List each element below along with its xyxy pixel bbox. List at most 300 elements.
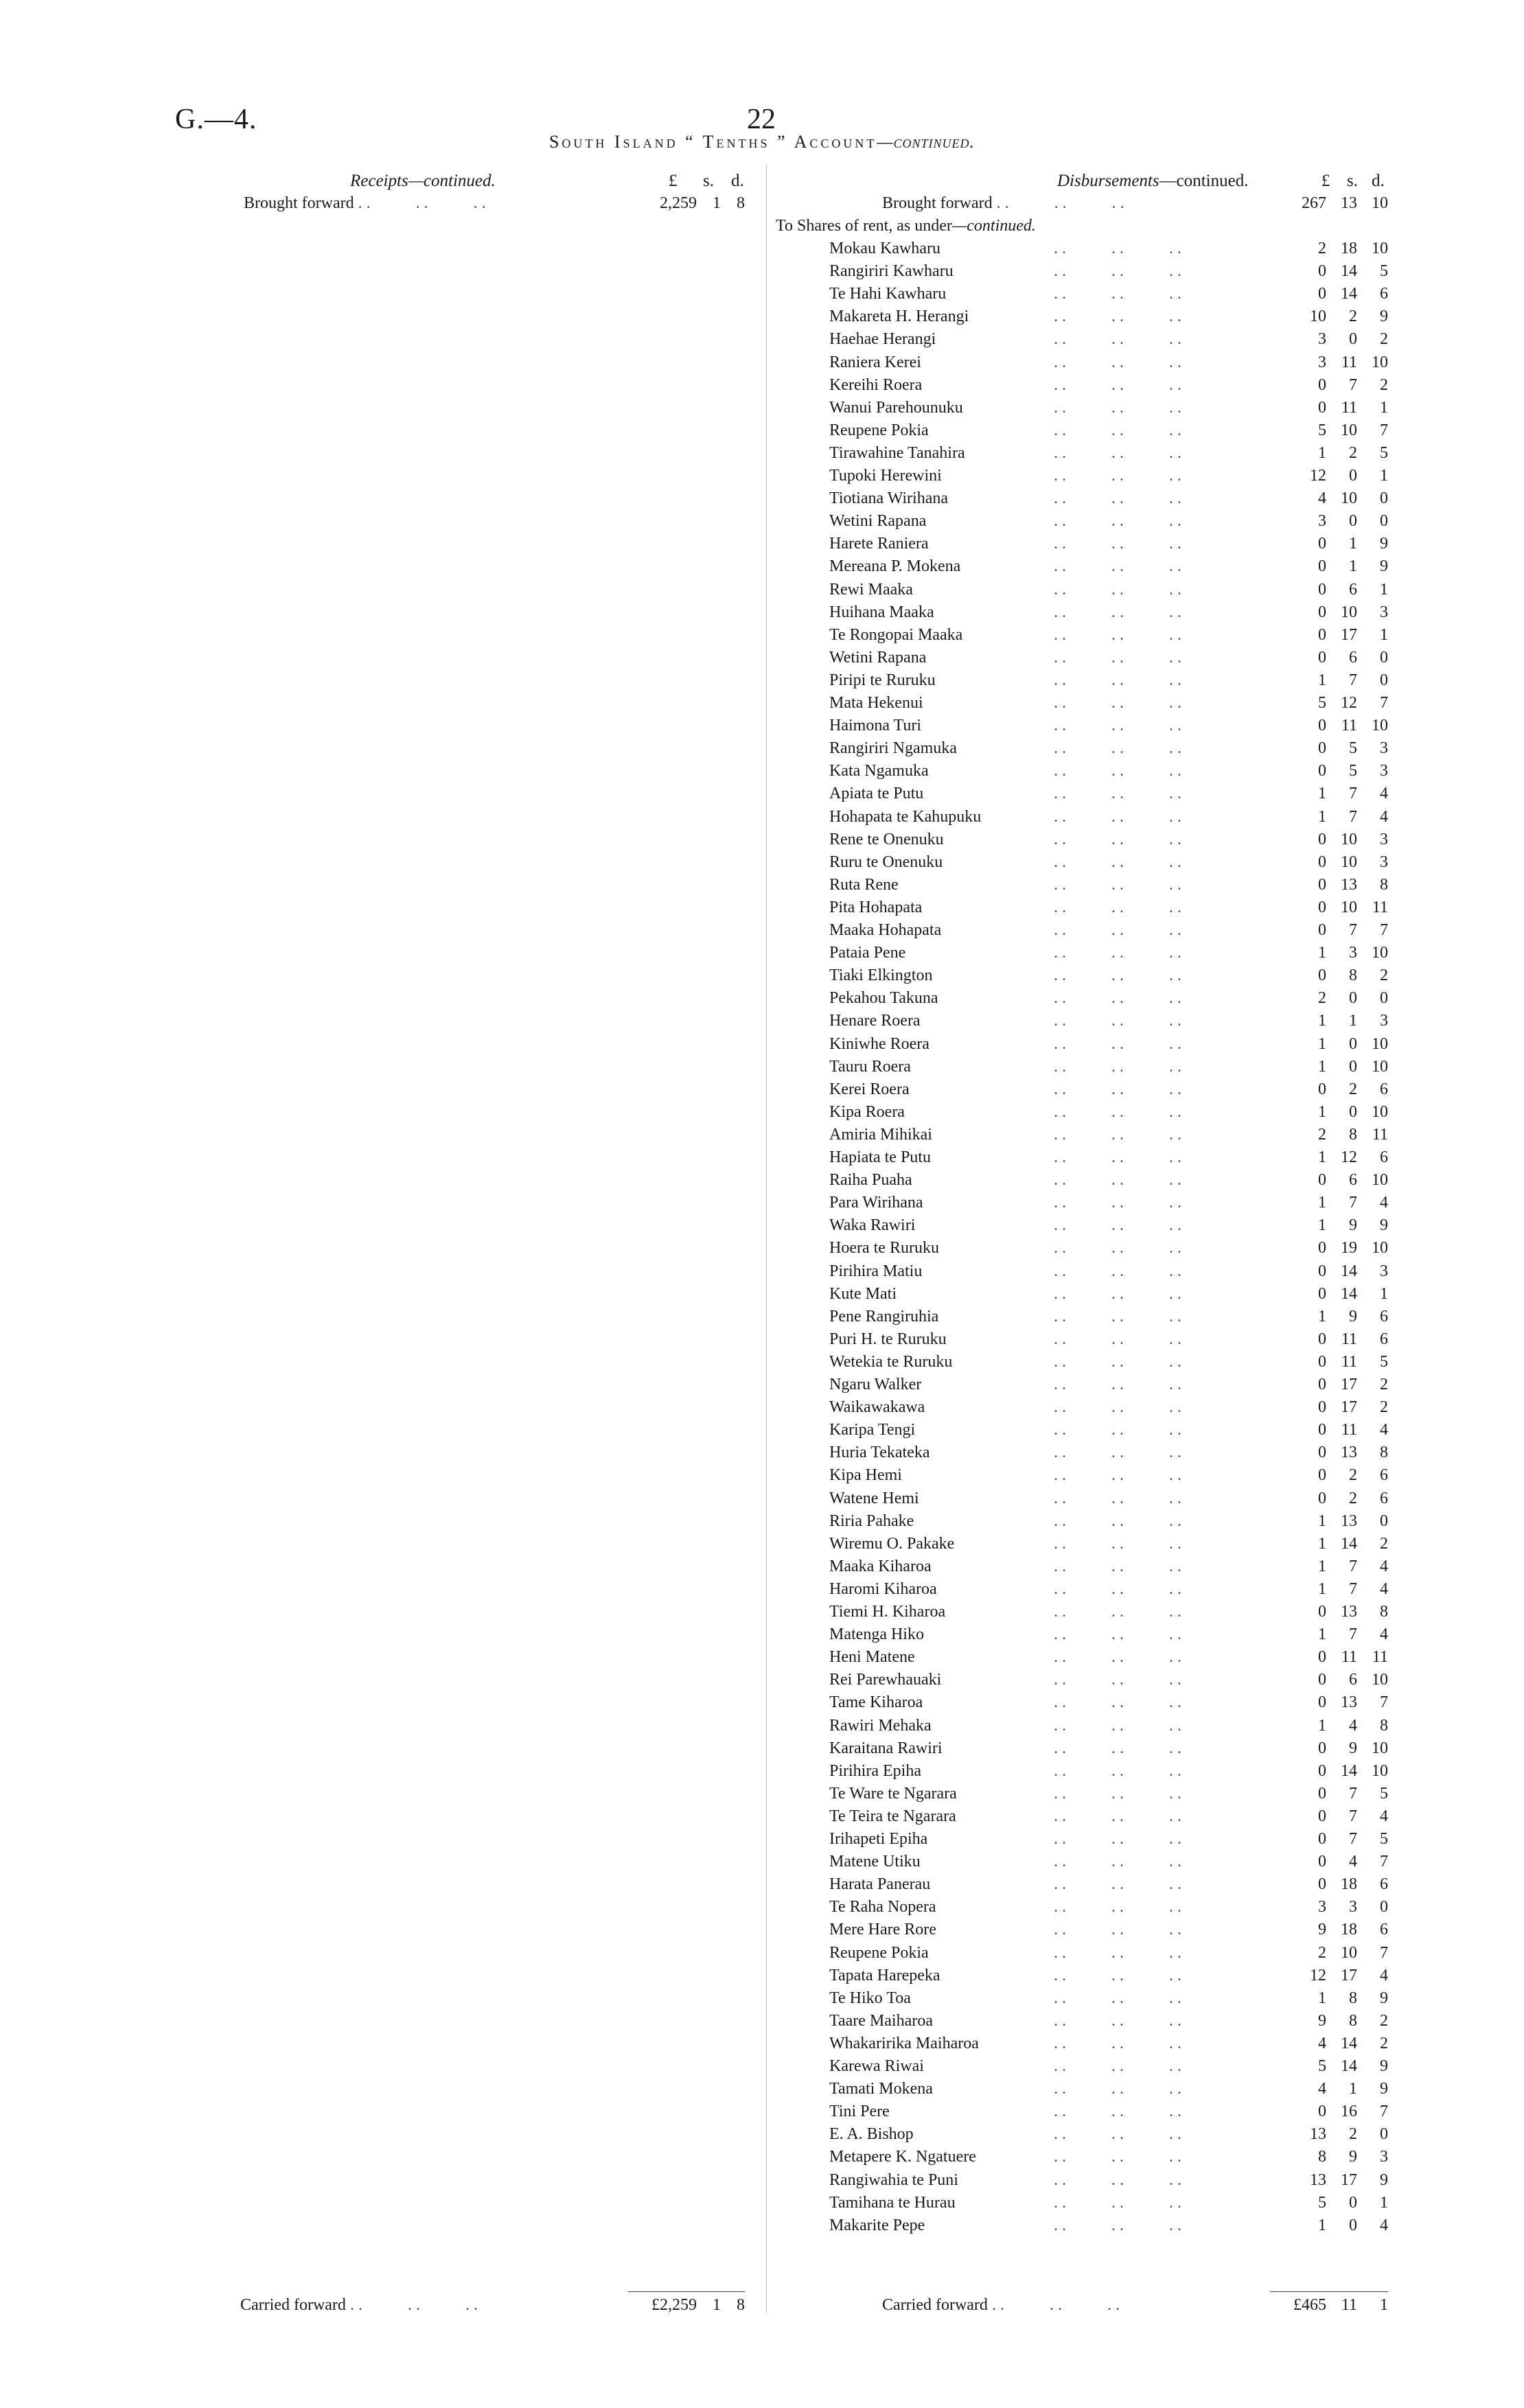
amount-pence: 7 bbox=[1380, 421, 1388, 439]
payee-name: Huria Tekateka bbox=[829, 1444, 930, 1462]
amount-pence: 3 bbox=[1380, 853, 1388, 871]
table-row bbox=[0, 2012, 1524, 2035]
amount-pence: 6 bbox=[1380, 1466, 1388, 1485]
leader-dots: .. .. .. bbox=[1054, 1761, 1186, 1780]
payee-name: Tiaki Elkington bbox=[829, 966, 933, 985]
leader-dots: .. .. .. bbox=[1054, 2148, 1186, 2166]
leader-dots: .. .. .. bbox=[1054, 1034, 1186, 1053]
table-row bbox=[0, 1126, 1524, 1148]
table-row bbox=[0, 535, 1524, 557]
amount-pounds: 3 bbox=[1318, 1898, 1326, 1917]
table-row bbox=[0, 1967, 1524, 1989]
amount-pounds: 5 bbox=[1318, 694, 1326, 712]
table-row bbox=[0, 2125, 1524, 2148]
amount-pence: 11 bbox=[1372, 1648, 1388, 1667]
payee-name: Tamati Mokena bbox=[829, 2080, 933, 2098]
disbursements-heading bbox=[1057, 172, 1248, 191]
amount-pence: 7 bbox=[1380, 1943, 1388, 1962]
amount-pounds: 1 bbox=[1318, 944, 1326, 962]
account-title-main: South Island “ Tenths ” Account bbox=[549, 132, 877, 152]
amount-pence: 3 bbox=[1380, 2148, 1388, 2166]
amount-pence: 9 bbox=[1380, 2170, 1388, 2189]
amount-pence: 8 bbox=[1380, 1603, 1388, 1621]
payee-name: Tiemi H. Kiharoa bbox=[829, 1603, 946, 1621]
amount-pounds: 0 bbox=[1318, 1376, 1326, 1393]
table-row bbox=[0, 1330, 1524, 1353]
payee-name: Wanui Parehounuku bbox=[829, 398, 963, 417]
amount-pence: 1 bbox=[1380, 467, 1388, 485]
amount-pounds: 0 bbox=[1318, 625, 1326, 644]
amount-pounds: 0 bbox=[1318, 580, 1326, 599]
leader-dots: .. .. .. bbox=[1054, 717, 1186, 735]
leader-dots: .. .. .. bbox=[1054, 1171, 1186, 1190]
leader-dots: .. .. .. bbox=[1054, 1693, 1186, 1712]
amount-pounds: 0 bbox=[1318, 966, 1326, 985]
table-row bbox=[0, 1012, 1524, 1034]
amount-pence: 10 bbox=[1372, 240, 1388, 257]
leader-dots: .. .. .. bbox=[1054, 625, 1186, 644]
amount-shillings: 6 bbox=[1349, 1171, 1357, 1190]
amount-pounds: 0 bbox=[1318, 1444, 1326, 1462]
leader-dots: .. .. .. bbox=[1054, 807, 1186, 826]
amount-pence: 0 bbox=[1380, 1512, 1388, 1530]
amount-pounds: 0 bbox=[1318, 853, 1326, 871]
amount-pounds: 0 bbox=[1318, 1466, 1326, 1485]
table-row bbox=[0, 626, 1524, 649]
table-row bbox=[0, 330, 1524, 353]
table-row bbox=[0, 603, 1524, 626]
amount-pence: 3 bbox=[1380, 762, 1388, 780]
amount-pounds: 1 bbox=[1318, 1102, 1326, 1121]
payee-name: Te Rongopai Maaka bbox=[829, 625, 963, 644]
amount-pence: 10 bbox=[1372, 1171, 1388, 1190]
payee-name: Pirihira Epiha bbox=[829, 1761, 921, 1780]
leader-dots: .. .. .. bbox=[1054, 1807, 1186, 1825]
amount-pence: 0 bbox=[1380, 2125, 1388, 2144]
payee-name: Te Hiko Toa bbox=[829, 1989, 911, 2007]
receipts-shillings-header: s. bbox=[703, 172, 714, 190]
amount-pence: 2 bbox=[1380, 1376, 1388, 1393]
table-row bbox=[0, 853, 1524, 876]
payee-name: Mata Hekenui bbox=[829, 694, 923, 712]
leader-dots: .. .. .. bbox=[1054, 1194, 1186, 1212]
payee-name: Reupene Pokia bbox=[829, 421, 929, 439]
payee-name: Wetekia te Ruruku bbox=[829, 1352, 953, 1371]
payee-name: Matene Utiku bbox=[829, 1853, 921, 1871]
amount-shillings: 7 bbox=[1349, 1579, 1357, 1598]
payee-name: Amiria Mihikai bbox=[829, 1125, 932, 1144]
amount-pence: 4 bbox=[1380, 1194, 1388, 1212]
amount-pounds: 0 bbox=[1318, 285, 1326, 303]
leader-dots: .. .. .. bbox=[1054, 1671, 1186, 1689]
amount-pounds: 0 bbox=[1318, 898, 1326, 916]
table-row bbox=[0, 1717, 1524, 1739]
payee-name: Para Wirihana bbox=[829, 1194, 923, 1212]
table-row bbox=[0, 1739, 1524, 1762]
amount-shillings: 4 bbox=[1349, 1716, 1357, 1735]
amount-pence: 0 bbox=[1380, 989, 1388, 1008]
table-row bbox=[0, 1830, 1524, 1853]
leader-dots: .. .. .. bbox=[1054, 1784, 1186, 1803]
amount-shillings: 0 bbox=[1349, 330, 1357, 349]
table-row bbox=[0, 262, 1524, 285]
amount-pounds: 1 bbox=[1318, 785, 1326, 803]
payee-name: Harata Panerau bbox=[829, 1875, 931, 1894]
payee-name: Waka Rawiri bbox=[829, 1216, 916, 1235]
amount-shillings: 12 bbox=[1341, 1148, 1357, 1166]
amount-shillings: 10 bbox=[1341, 603, 1357, 621]
amount-pounds: 1 bbox=[1318, 1216, 1326, 1235]
amount-shillings: 13 bbox=[1341, 1693, 1357, 1712]
payee-name: Tamihana te Hurau bbox=[829, 2193, 956, 2212]
amount-pounds: 0 bbox=[1318, 1080, 1326, 1098]
table-row bbox=[0, 2057, 1524, 2080]
payee-name: Henare Roera bbox=[829, 1012, 921, 1030]
amount-pence: 0 bbox=[1380, 489, 1388, 508]
payee-name: Wiremu O. Pakake bbox=[829, 1534, 955, 1553]
leader-dots: .. .. .. bbox=[1054, 2080, 1186, 2098]
amount-pounds: 0 bbox=[1318, 1489, 1326, 1507]
leader-dots: .. .. .. bbox=[1054, 739, 1186, 758]
disbursements-heading-suffix: —continued. bbox=[1159, 172, 1249, 190]
shares-of-rent-suffix: —continued. bbox=[951, 217, 1036, 235]
table-row bbox=[0, 944, 1524, 966]
payee-name: Heni Matene bbox=[829, 1648, 915, 1667]
amount-pence: 10 bbox=[1372, 1739, 1388, 1757]
leader-dots: .. .. .. bbox=[1054, 2125, 1186, 2144]
amount-pounds: 1 bbox=[1318, 1989, 1326, 2007]
amount-pounds: 3 bbox=[1318, 512, 1326, 531]
amount-pence: 4 bbox=[1380, 1966, 1388, 1984]
amount-pence: 4 bbox=[1380, 1625, 1388, 1644]
table-row bbox=[0, 1262, 1524, 1285]
amount-pence: 2 bbox=[1380, 2034, 1388, 2052]
amount-shillings: 14 bbox=[1341, 1534, 1357, 1553]
leader-dots: .. .. .. bbox=[1054, 1625, 1186, 1644]
leader-dots: .. .. .. bbox=[1054, 1466, 1186, 1485]
amount-pounds: 1 bbox=[1318, 1057, 1326, 1076]
amount-shillings: 14 bbox=[1341, 2057, 1357, 2075]
amount-pence: 5 bbox=[1380, 443, 1388, 462]
amount-shillings: 2 bbox=[1349, 308, 1357, 326]
payee-name: Huihana Maaka bbox=[829, 603, 934, 621]
payee-name: Reupene Pokia bbox=[829, 1943, 929, 1962]
amount-pounds: 0 bbox=[1318, 1784, 1326, 1803]
amount-pence: 3 bbox=[1380, 603, 1388, 621]
amount-pounds: 0 bbox=[1318, 1352, 1326, 1371]
amount-pounds: 4 bbox=[1318, 2080, 1326, 2098]
amount-pounds: 0 bbox=[1318, 1671, 1326, 1689]
amount-pence: 10 bbox=[1372, 1057, 1388, 1076]
amount-shillings: 8 bbox=[1349, 1989, 1357, 2007]
leader-dots: .. .. .. bbox=[1054, 1398, 1186, 1417]
amount-pounds: 0 bbox=[1318, 1830, 1326, 1848]
amount-shillings: 16 bbox=[1341, 2103, 1357, 2121]
leader-dots: .. .. .. bbox=[1054, 1489, 1186, 1507]
payee-name: Makareta H. Herangi bbox=[829, 308, 969, 326]
amount-pounds: 0 bbox=[1318, 648, 1326, 667]
amount-pounds: 0 bbox=[1318, 1421, 1326, 1439]
amount-shillings: 17 bbox=[1341, 1398, 1357, 1417]
amount-shillings: 7 bbox=[1349, 375, 1357, 394]
amount-shillings: 2 bbox=[1349, 443, 1357, 462]
leader-dots: .. .. .. bbox=[1054, 467, 1186, 485]
amount-pence: 10 bbox=[1372, 1671, 1388, 1689]
amount-shillings: 14 bbox=[1341, 1761, 1357, 1780]
payee-name: Kereihi Roera bbox=[829, 375, 923, 394]
payee-name: Piripi te Ruruku bbox=[829, 671, 936, 689]
amount-shillings: 7 bbox=[1349, 1625, 1357, 1644]
amount-pounds: 5 bbox=[1318, 421, 1326, 439]
amount-pence: 1 bbox=[1380, 625, 1388, 644]
amount-pounds: 0 bbox=[1318, 262, 1326, 281]
receipts-total-rule bbox=[628, 2291, 745, 2292]
table-row bbox=[0, 671, 1524, 694]
leader-dots: .. .. .. bbox=[1054, 1875, 1186, 1894]
table-row bbox=[0, 808, 1524, 831]
leader-dots: .. .. .. bbox=[1054, 1080, 1186, 1098]
table-row bbox=[0, 2080, 1524, 2103]
amount-pounds: 0 bbox=[1318, 2103, 1326, 2121]
amount-shillings: 2 bbox=[1349, 1466, 1357, 1485]
table-row bbox=[0, 2035, 1524, 2057]
leader-dots: .. .. .. bbox=[1054, 1284, 1186, 1303]
amount-shillings: 0 bbox=[1349, 1034, 1357, 1053]
amount-pence: 4 bbox=[1380, 2216, 1388, 2234]
amount-pounds: 1 bbox=[1318, 1557, 1326, 1575]
amount-pence: 9 bbox=[1380, 535, 1388, 553]
amount-pounds: 0 bbox=[1318, 1648, 1326, 1667]
leader-dots: .. .. .. bbox=[358, 194, 490, 212]
receipts-brought-forward-label: Brought forward .. .. .. bbox=[244, 194, 490, 212]
amount-pence: 4 bbox=[1380, 807, 1388, 826]
amount-pence: 5 bbox=[1380, 262, 1388, 281]
disbursements-pounds-header: £ bbox=[1321, 172, 1330, 190]
amount-pounds: 0 bbox=[1318, 1853, 1326, 1871]
table-row bbox=[0, 2171, 1524, 2194]
amount-pence: 3 bbox=[1380, 739, 1388, 758]
disbursements-heading-label: Disbursements bbox=[1057, 172, 1159, 190]
leader-dots: .. .. .. bbox=[1054, 262, 1186, 281]
table-row bbox=[0, 2148, 1524, 2170]
payee-name: Rene te Onenuku bbox=[829, 830, 944, 848]
amount-shillings: 6 bbox=[1349, 648, 1357, 667]
payee-name: Whakaririka Maiharoa bbox=[829, 2034, 979, 2052]
leader-dots: .. .. .. bbox=[1054, 580, 1186, 599]
account-title bbox=[0, 132, 1524, 152]
receipts-carried-forward-shillings: 1 bbox=[713, 2296, 721, 2314]
table-row bbox=[0, 1103, 1524, 1126]
amount-shillings: 12 bbox=[1341, 694, 1357, 712]
amount-shillings: 5 bbox=[1349, 762, 1357, 780]
payee-name: Maaka Kiharoa bbox=[829, 1557, 932, 1575]
payee-name: Haehae Herangi bbox=[829, 330, 936, 349]
amount-pounds: 3 bbox=[1318, 353, 1326, 371]
amount-pence: 6 bbox=[1380, 1489, 1388, 1507]
amount-pence: 10 bbox=[1372, 944, 1388, 962]
amount-shillings: 7 bbox=[1349, 785, 1357, 803]
amount-pence: 10 bbox=[1372, 1034, 1388, 1053]
leader-dots: .. .. .. bbox=[1054, 443, 1186, 462]
shares-of-rent-heading: To Shares of rent, as under—continued. bbox=[776, 217, 1036, 235]
amount-pence: 6 bbox=[1380, 285, 1388, 303]
amount-pence: 2 bbox=[1380, 1398, 1388, 1417]
table-row bbox=[0, 512, 1524, 535]
amount-pounds: 1 bbox=[1318, 1194, 1326, 1212]
payee-name: Karaitana Rawiri bbox=[829, 1739, 943, 1757]
amount-pence: 3 bbox=[1380, 1262, 1388, 1280]
payee-name: Ruta Rene bbox=[829, 875, 899, 894]
amount-pounds: 0 bbox=[1318, 557, 1326, 576]
leader-dots: .. .. .. bbox=[1054, 1830, 1186, 1848]
amount-pence: 2 bbox=[1380, 330, 1388, 349]
leader-dots: .. .. .. bbox=[1054, 2170, 1186, 2189]
receipts-carried-forward-pence: 8 bbox=[737, 2296, 745, 2314]
table-row bbox=[0, 1398, 1524, 1421]
payee-name: Pekahou Takuna bbox=[829, 989, 938, 1008]
amount-shillings: 6 bbox=[1349, 1671, 1357, 1689]
payee-name: Rawiri Mehaka bbox=[829, 1716, 932, 1735]
leader-dots: .. .. .. bbox=[1054, 1330, 1186, 1348]
payee-name: Rangiriri Ngamuka bbox=[829, 739, 957, 758]
payee-name: Pataia Pene bbox=[829, 944, 906, 962]
amount-pounds: 1 bbox=[1318, 671, 1326, 689]
table-row bbox=[0, 444, 1524, 467]
leader-dots: .. .. .. bbox=[1054, 785, 1186, 803]
receipts-heading-label: Receipts bbox=[350, 172, 408, 190]
payee-name: Kiniwhe Roera bbox=[829, 1034, 930, 1053]
table-row bbox=[0, 376, 1524, 399]
table-row bbox=[0, 1807, 1524, 1830]
payee-name: Tame Kiharoa bbox=[829, 1693, 923, 1712]
leader-dots: .. .. .. bbox=[1054, 1898, 1186, 1917]
table-row bbox=[0, 421, 1524, 444]
amount-shillings: 1 bbox=[1349, 2080, 1357, 2098]
amount-pence: 7 bbox=[1380, 694, 1388, 712]
payee-name: Tupoki Herewini bbox=[829, 467, 942, 485]
leader-dots: .. .. .. bbox=[1054, 398, 1186, 417]
amount-pence: 10 bbox=[1372, 1102, 1388, 1121]
amount-pounds: 9 bbox=[1318, 1921, 1326, 1939]
amount-shillings: 10 bbox=[1341, 898, 1357, 916]
leader-dots: .. .. .. bbox=[1054, 1579, 1186, 1598]
amount-pounds: 0 bbox=[1318, 535, 1326, 553]
amount-shillings: 14 bbox=[1341, 2034, 1357, 2052]
payee-name: Wetini Rapana bbox=[829, 512, 927, 531]
leader-dots: .. .. .. bbox=[1054, 330, 1186, 349]
amount-pounds: 5 bbox=[1318, 2193, 1326, 2212]
amount-pounds: 1 bbox=[1318, 2216, 1326, 2234]
receipts-pence-header: d. bbox=[731, 172, 744, 190]
leader-dots: .. .. .. bbox=[1054, 1376, 1186, 1393]
amount-shillings: 17 bbox=[1341, 1966, 1357, 1984]
payee-name: Te Raha Nopera bbox=[829, 1898, 936, 1917]
payee-name: Kata Ngamuka bbox=[829, 762, 929, 780]
disbursements-shillings-header: s. bbox=[1347, 172, 1358, 190]
payee-name: Tiotiana Wirihana bbox=[829, 489, 949, 508]
amount-shillings: 11 bbox=[1341, 1330, 1357, 1348]
table-row bbox=[0, 467, 1524, 489]
amount-shillings: 11 bbox=[1341, 1648, 1357, 1667]
payee-name: Hohapata te Kahupuku bbox=[829, 807, 982, 826]
table-row bbox=[0, 1625, 1524, 1648]
payee-name: Kipa Roera bbox=[829, 1102, 905, 1121]
amount-pounds: 1 bbox=[1318, 443, 1326, 462]
amount-pounds: 2 bbox=[1318, 1943, 1326, 1962]
payee-name: Te Ware te Ngarara bbox=[829, 1784, 957, 1803]
amount-pence: 0 bbox=[1380, 648, 1388, 667]
amount-pence: 10 bbox=[1372, 717, 1388, 735]
payee-name: Makarite Pepe bbox=[829, 2216, 925, 2234]
leader-dots: .. .. .. bbox=[1054, 1148, 1186, 1166]
amount-shillings: 11 bbox=[1341, 1352, 1357, 1371]
payee-name: Rangiriri Kawharu bbox=[829, 262, 954, 281]
payee-name: Tirawahine Tanahira bbox=[829, 443, 965, 462]
disbursements-brought-forward-label: Brought forward .. .. .. bbox=[882, 194, 1129, 212]
amount-pence: 1 bbox=[1380, 1284, 1388, 1303]
payee-name: Mere Hare Rore bbox=[829, 1921, 936, 1939]
amount-pence: 11 bbox=[1372, 1125, 1388, 1144]
table-row bbox=[0, 876, 1524, 899]
payee-name: Kute Mati bbox=[829, 1284, 897, 1303]
leader-dots: .. .. .. bbox=[1054, 557, 1186, 576]
amount-shillings: 3 bbox=[1349, 1898, 1357, 1917]
leader-dots: .. .. .. bbox=[1054, 512, 1186, 531]
amount-pence: 7 bbox=[1380, 1693, 1388, 1712]
leader-dots: .. .. .. bbox=[1054, 1921, 1186, 1939]
table-row bbox=[0, 1785, 1524, 1807]
table-row bbox=[0, 1035, 1524, 1058]
amount-pounds: 3 bbox=[1318, 330, 1326, 349]
table-row bbox=[0, 1421, 1524, 1444]
amount-shillings: 0 bbox=[1349, 2193, 1357, 2212]
amount-shillings: 7 bbox=[1349, 1194, 1357, 1212]
leader-dots: .. .. .. bbox=[1054, 648, 1186, 667]
amount-pence: 4 bbox=[1380, 785, 1388, 803]
amount-pence: 7 bbox=[1380, 2103, 1388, 2121]
disbursements-brought-forward-pence: 10 bbox=[1372, 194, 1388, 212]
amount-pence: 2 bbox=[1380, 375, 1388, 394]
disbursements-carried-forward-pounds: £465 bbox=[1293, 2296, 1326, 2314]
leader-dots: .. .. .. bbox=[1054, 603, 1186, 621]
amount-pounds: 12 bbox=[1310, 1966, 1326, 1984]
amount-shillings: 17 bbox=[1341, 2170, 1357, 2189]
amount-pounds: 2 bbox=[1318, 989, 1326, 1008]
payee-name: Te Hahi Kawharu bbox=[829, 285, 947, 303]
amount-pence: 2 bbox=[1380, 966, 1388, 985]
amount-shillings: 2 bbox=[1349, 1489, 1357, 1507]
leader-dots: .. .. .. bbox=[1054, 921, 1186, 939]
amount-shillings: 13 bbox=[1341, 1444, 1357, 1462]
disbursements-carried-forward-pence: 1 bbox=[1380, 2296, 1388, 2314]
table-row bbox=[0, 1239, 1524, 1262]
amount-shillings: 0 bbox=[1349, 467, 1357, 485]
amount-shillings: 13 bbox=[1341, 1512, 1357, 1530]
table-row bbox=[0, 354, 1524, 376]
amount-pounds: 0 bbox=[1318, 1330, 1326, 1348]
receipts-heading-suffix: —continued. bbox=[408, 172, 496, 190]
amount-pounds: 0 bbox=[1318, 398, 1326, 417]
leader-dots: .. .. .. bbox=[1054, 1989, 1186, 2007]
amount-pounds: 0 bbox=[1318, 1239, 1326, 1258]
amount-pence: 1 bbox=[1380, 580, 1388, 599]
table-row bbox=[0, 1671, 1524, 1693]
amount-pounds: 0 bbox=[1318, 603, 1326, 621]
payee-name: Hapiata te Putu bbox=[829, 1148, 931, 1166]
amount-pence: 7 bbox=[1380, 921, 1388, 939]
leader-dots: .. .. .. bbox=[1054, 2103, 1186, 2121]
amount-pounds: 0 bbox=[1318, 739, 1326, 758]
